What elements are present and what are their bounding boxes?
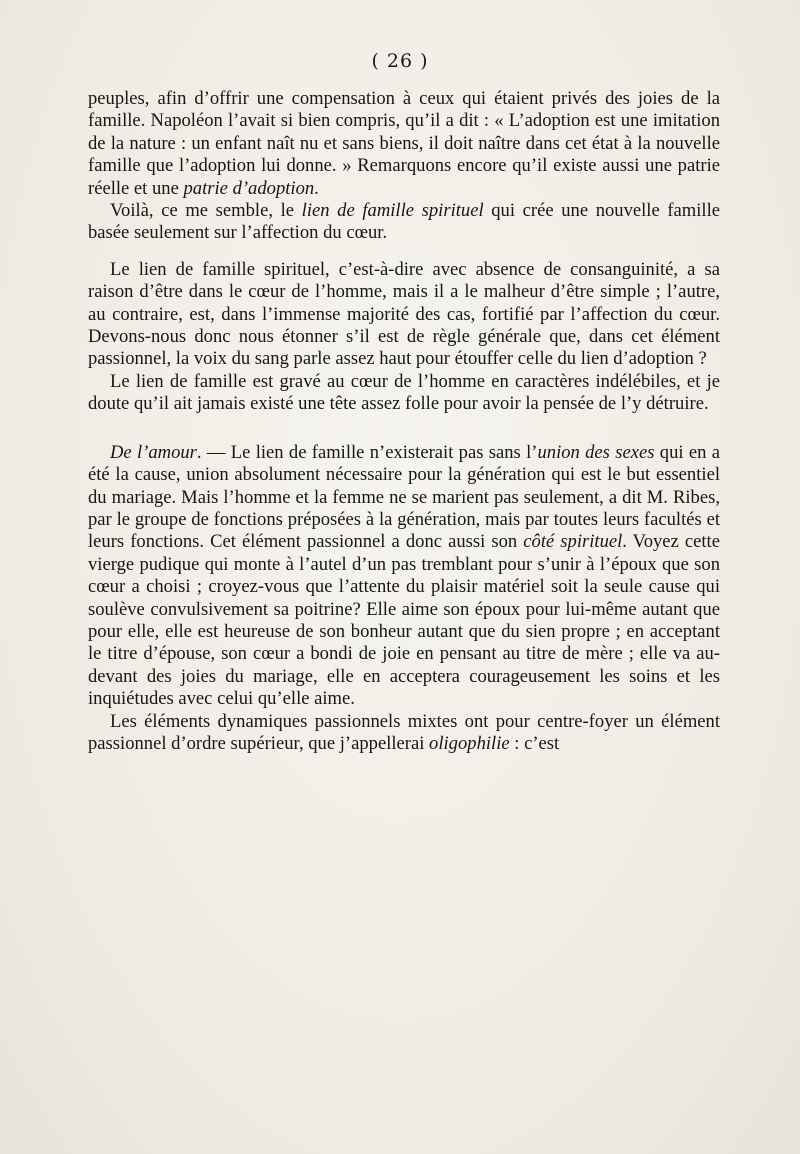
paragraph	[88, 88, 720, 200]
text-run: peuples, afin d’offrir une compensation à ceux qui étaient privés des joies de la famille. Napoléon l’avait si bien compris, qu’il a dit : « L’adoption est une imitation de la nature : un enfant naît nu et sans biens, il doit naître dans cet état à la nouvelle famille que l’adoption lui donne. » Remarquons encore qu’il existe aussi une patrie réelle et une	[88, 88, 720, 199]
paragraph	[88, 711, 720, 756]
italic-text: union des sexes	[537, 441, 655, 463]
paragraph	[88, 259, 720, 371]
text-run: .	[314, 177, 319, 199]
text-run: Les éléments dynamiques passionnels mixtes ont pour centre-foyer un élément passionnel d’ordre supérieur, que j’appellerai	[88, 710, 720, 754]
paragraph	[88, 200, 720, 245]
italic-text: De l’amour	[110, 441, 197, 463]
text-run: qui crée une nouvelle famille basée seulement sur l’affection du cœur.	[88, 200, 721, 244]
paragraph	[88, 371, 720, 416]
text-run: : c’est	[509, 732, 560, 754]
paragraph	[88, 442, 720, 711]
body-text	[88, 88, 720, 755]
text-run: . Voyez cette vierge pudique qui monte à l’autel d’un pas tremblant pour s’unir à l’époux que son cœur a choisi ; croyez-vous que l’attente du plaisir matériel soit la seule cause qui soulève convulsivement sa poitrine? Elle aime son époux pour lui-même autant que pour elle, elle est heureuse de son bonheur autant que du sien propre ; en acceptant le titre d’épouse, son cœur a bondi de joie en pensant au titre de mère ; elle va au-devant des joies du mariage, elle en acceptera courageusement les soins et les inquiétudes avec celui qu’elle aime.	[88, 531, 720, 710]
text-run: qui en a été la cause, union absolument nécessaire pour la génération qui est le but essentiel du mariage. Mais l’homme et la femme ne se marient pas seulement, a dit M. Ribes, par le groupe de fonctions préposées à la génération, mais par toutes leurs facultés et leurs fonctions. Cet élément passionnel a donc aussi son	[88, 441, 720, 553]
italic-text: oligophilie	[429, 732, 510, 754]
text-run: Le lien de famille spirituel, c’est-à-dire avec absence de consanguinité, a sa raison d’être dans le cœur de l’homme, mais il a le malheur d’être simple ; l’autre, au contraire, est, dans l’immense majorité des cas, fortifié par l’affection du cœur. Devons-nous donc nous étonner s’il est de règle générale que, dans cet élément passionnel, la voix du sang parle assez haut pour étouffer celle du lien d’adoption ?	[88, 258, 720, 370]
text-run: Voilà, ce me semble, le	[110, 200, 302, 222]
page-number: ( 26 )	[371, 50, 429, 72]
italic-text: patrie d’adoption	[183, 177, 315, 199]
italic-text: côté spirituel	[523, 531, 623, 553]
italic-text: lien de famille spirituel	[301, 200, 484, 222]
text-run: . — Le lien de famille n’existerait pas sans l’	[196, 441, 538, 463]
text-run: Le lien de famille est gravé au cœur de l’homme en caractères indélébiles, et je doute qu’il ait jamais existé une tête assez folle pour avoir la pensée de l’y détruire.	[88, 370, 720, 415]
